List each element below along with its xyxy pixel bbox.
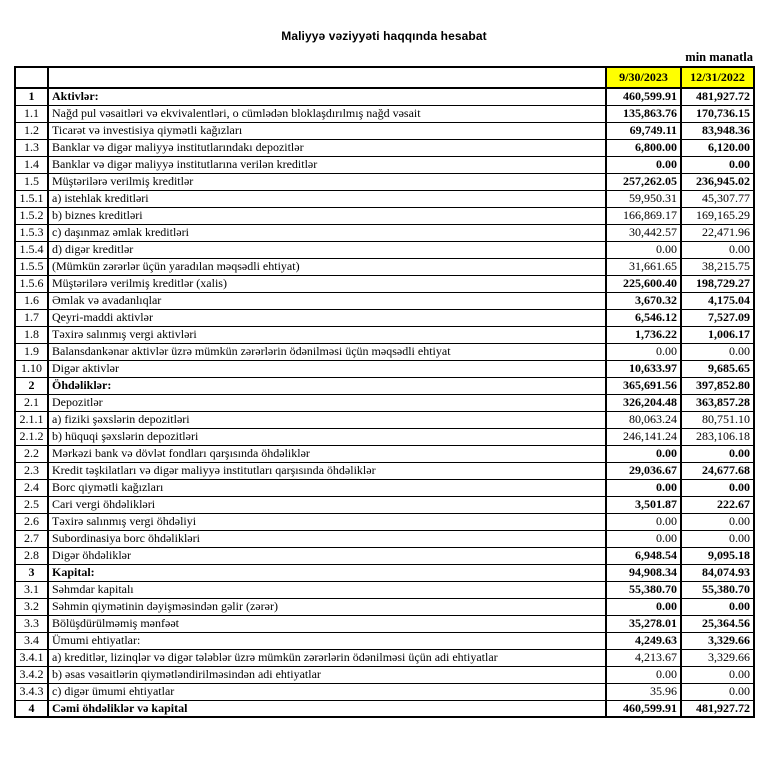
- row-value-2023: 0.00: [606, 666, 681, 683]
- row-value-2023: 0.00: [606, 445, 681, 462]
- row-value-2022: 0.00: [681, 683, 754, 700]
- row-label: b) əsas vəsaitlərin qiymətləndirilməsindən adi ehtiyatlar: [48, 666, 606, 683]
- row-label: (Mümkün zərərlər üçün yaradılan məqsədli ehtiyat): [48, 258, 606, 275]
- row-value-2022: 481,927.72: [681, 88, 754, 105]
- row-value-2022: 55,380.70: [681, 581, 754, 598]
- unit-note: min manatla: [685, 50, 753, 64]
- row-label: c) digər ümumi ehtiyatlar: [48, 683, 606, 700]
- row-number: 1.5.4: [15, 241, 48, 258]
- row-number: 1.6: [15, 292, 48, 309]
- table-row: [15, 394, 754, 411]
- row-value-2023: 0.00: [606, 241, 681, 258]
- row-value-2023: 59,950.31: [606, 190, 681, 207]
- row-value-2023: 6,800.00: [606, 139, 681, 156]
- row-label: Banklar və digər maliyyə institutlarına verilən kreditlər: [48, 156, 606, 173]
- row-value-2022: 0.00: [681, 598, 754, 615]
- table-row: [15, 581, 754, 598]
- table-row: [15, 156, 754, 173]
- row-number: 1.5.1: [15, 190, 48, 207]
- row-value-2022: 0.00: [681, 445, 754, 462]
- table-row: [15, 547, 754, 564]
- table-row: [15, 411, 754, 428]
- row-number: 1.10: [15, 360, 48, 377]
- row-value-2023: 3,670.32: [606, 292, 681, 309]
- row-number: 2.7: [15, 530, 48, 547]
- row-value-2023: 246,141.24: [606, 428, 681, 445]
- table-row: [15, 360, 754, 377]
- row-value-2022: 45,307.77: [681, 190, 754, 207]
- row-value-2022: 38,215.75: [681, 258, 754, 275]
- row-label: Ümumi ehtiyatlar:: [48, 632, 606, 649]
- table-row: [15, 700, 754, 717]
- row-value-2023: 460,599.91: [606, 88, 681, 105]
- table-row: [15, 275, 754, 292]
- row-value-2023: 55,380.70: [606, 581, 681, 598]
- row-number: 2.2: [15, 445, 48, 462]
- row-number: 3: [15, 564, 48, 581]
- row-label: Müştərilərə verilmiş kreditlər: [48, 173, 606, 190]
- page-title: Maliyyə vəziyyəti haqqında hesabat: [281, 29, 487, 43]
- row-label: Təxirə salınmış vergi öhdəliyi: [48, 513, 606, 530]
- table-row: [15, 326, 754, 343]
- row-number: 1.3: [15, 139, 48, 156]
- row-label: Səhmdar kapitalı: [48, 581, 606, 598]
- row-label: d) digər kreditlər: [48, 241, 606, 258]
- row-label: Kapital:: [48, 564, 606, 581]
- row-value-2023: 29,036.67: [606, 462, 681, 479]
- table-row: [15, 139, 754, 156]
- row-number: 2.1.1: [15, 411, 48, 428]
- row-number: 3.1: [15, 581, 48, 598]
- row-value-2022: 236,945.02: [681, 173, 754, 190]
- table-row: [15, 207, 754, 224]
- row-value-2022: 6,120.00: [681, 139, 754, 156]
- row-number: 1.8: [15, 326, 48, 343]
- row-label: Borc qiymətli kağızları: [48, 479, 606, 496]
- table-row: [15, 292, 754, 309]
- header-empty-number-cell: [15, 67, 48, 88]
- row-number: 1.2: [15, 122, 48, 139]
- row-value-2022: 4,175.04: [681, 292, 754, 309]
- row-value-2022: 7,527.09: [681, 309, 754, 326]
- row-label: Banklar və digər maliyyə institutlarındakı depozitlər: [48, 139, 606, 156]
- row-label: Təxirə salınmış vergi aktivləri: [48, 326, 606, 343]
- row-number: 2.3: [15, 462, 48, 479]
- row-value-2023: 0.00: [606, 598, 681, 615]
- row-label: b) hüquqi şəxslərin depozitləri: [48, 428, 606, 445]
- row-value-2023: 1,736.22: [606, 326, 681, 343]
- table-row: [15, 241, 754, 258]
- table-row: [15, 377, 754, 394]
- row-value-2023: 69,749.11: [606, 122, 681, 139]
- row-number: 4: [15, 700, 48, 717]
- table-row: [15, 530, 754, 547]
- row-value-2022: 283,106.18: [681, 428, 754, 445]
- row-value-2023: 4,249.63: [606, 632, 681, 649]
- table-row: [15, 428, 754, 445]
- row-number: 2.4: [15, 479, 48, 496]
- table-row: [15, 173, 754, 190]
- row-label: Öhdəliklər:: [48, 377, 606, 394]
- table-row: [15, 683, 754, 700]
- row-number: 1.1: [15, 105, 48, 122]
- row-label: b) biznes kreditləri: [48, 207, 606, 224]
- row-value-2022: 24,677.68: [681, 462, 754, 479]
- row-value-2022: 169,165.29: [681, 207, 754, 224]
- row-label: Subordinasiya borc öhdəlikləri: [48, 530, 606, 547]
- row-number: 1.5.5: [15, 258, 48, 275]
- table-body: [15, 88, 754, 717]
- table-row: [15, 462, 754, 479]
- header-period-2023: 9/30/2023: [606, 67, 681, 88]
- row-number: 1.5: [15, 173, 48, 190]
- row-label: c) daşınmaz əmlak kreditləri: [48, 224, 606, 241]
- row-label: Qeyri-maddi aktivlər: [48, 309, 606, 326]
- row-number: 1.9: [15, 343, 48, 360]
- row-value-2022: 0.00: [681, 343, 754, 360]
- row-value-2022: 0.00: [681, 156, 754, 173]
- row-value-2023: 225,600.40: [606, 275, 681, 292]
- row-value-2022: 222.67: [681, 496, 754, 513]
- row-value-2023: 30,442.57: [606, 224, 681, 241]
- row-value-2022: 0.00: [681, 241, 754, 258]
- row-value-2023: 0.00: [606, 530, 681, 547]
- row-label: Səhmin qiymətinin dəyişməsindən gəlir (zərər): [48, 598, 606, 615]
- row-value-2022: 83,948.36: [681, 122, 754, 139]
- row-value-2022: 0.00: [681, 530, 754, 547]
- row-value-2022: 22,471.96: [681, 224, 754, 241]
- table-row: [15, 343, 754, 360]
- row-label: Depozitlər: [48, 394, 606, 411]
- table-row: [15, 496, 754, 513]
- row-value-2022: 3,329.66: [681, 649, 754, 666]
- row-label: Nağd pul vəsaitləri və ekvivalentləri, o cümlədən bloklaşdırılmış nağd vəsait: [48, 105, 606, 122]
- row-number: 1.5.3: [15, 224, 48, 241]
- row-label: Mərkəzi bank və dövlət fondları qarşısında öhdəliklər: [48, 445, 606, 462]
- row-value-2023: 0.00: [606, 156, 681, 173]
- row-value-2023: 0.00: [606, 479, 681, 496]
- row-value-2023: 166,869.17: [606, 207, 681, 224]
- header-empty-label-cell: [48, 67, 606, 88]
- row-value-2023: 6,546.12: [606, 309, 681, 326]
- table-row: [15, 564, 754, 581]
- row-label: Ticarət və investisiya qiymətli kağızları: [48, 122, 606, 139]
- row-value-2022: 84,074.93: [681, 564, 754, 581]
- table-row: [15, 190, 754, 207]
- row-label: a) fiziki şəxslərin depozitləri: [48, 411, 606, 428]
- row-value-2022: 363,857.28: [681, 394, 754, 411]
- row-number: 2.1: [15, 394, 48, 411]
- row-number: 2.5: [15, 496, 48, 513]
- table-row: [15, 513, 754, 530]
- table-row: [15, 632, 754, 649]
- row-value-2023: 35,278.01: [606, 615, 681, 632]
- table-row: [15, 649, 754, 666]
- row-number: 3.3: [15, 615, 48, 632]
- row-value-2022: 198,729.27: [681, 275, 754, 292]
- row-value-2022: 397,852.80: [681, 377, 754, 394]
- row-number: 2.6: [15, 513, 48, 530]
- row-value-2023: 326,204.48: [606, 394, 681, 411]
- row-value-2023: 80,063.24: [606, 411, 681, 428]
- row-label: Digər aktivlər: [48, 360, 606, 377]
- table-row: [15, 309, 754, 326]
- row-value-2022: 1,006.17: [681, 326, 754, 343]
- row-value-2023: 94,908.34: [606, 564, 681, 581]
- row-value-2023: 0.00: [606, 343, 681, 360]
- row-value-2023: 460,599.91: [606, 700, 681, 717]
- row-value-2022: 481,927.72: [681, 700, 754, 717]
- report-table-container: [14, 50, 753, 718]
- row-value-2022: 0.00: [681, 666, 754, 683]
- row-value-2023: 6,948.54: [606, 547, 681, 564]
- row-label: Əmlak və avadanlıqlar: [48, 292, 606, 309]
- row-value-2023: 31,661.65: [606, 258, 681, 275]
- row-value-2023: 3,501.87: [606, 496, 681, 513]
- financial-position-table: [14, 66, 755, 718]
- row-number: 1.7: [15, 309, 48, 326]
- row-value-2023: 365,691.56: [606, 377, 681, 394]
- row-label: Kredit təşkilatları və digər maliyyə institutları qarşısında öhdəliklər: [48, 462, 606, 479]
- row-label: Cari vergi öhdəlikləri: [48, 496, 606, 513]
- row-value-2022: 170,736.15: [681, 105, 754, 122]
- row-number: 1: [15, 88, 48, 105]
- row-label: Bölüşdürülməmiş mənfəət: [48, 615, 606, 632]
- row-number: 2.1.2: [15, 428, 48, 445]
- row-value-2022: 9,095.18: [681, 547, 754, 564]
- table-row: [15, 598, 754, 615]
- row-number: 1.5.2: [15, 207, 48, 224]
- row-value-2023: 135,863.76: [606, 105, 681, 122]
- row-value-2022: 25,364.56: [681, 615, 754, 632]
- row-value-2023: 35.96: [606, 683, 681, 700]
- row-number: 3.4.3: [15, 683, 48, 700]
- row-label: a) istehlak kreditləri: [48, 190, 606, 207]
- row-label: Cəmi öhdəliklər və kapital: [48, 700, 606, 717]
- row-label: Müştərilərə verilmiş kreditlər (xalis): [48, 275, 606, 292]
- row-label: Balansdankənar aktivlər üzrə mümkün zərərlərin ödənilməsi üçün məqsədli ehtiyat: [48, 343, 606, 360]
- table-row: [15, 666, 754, 683]
- row-value-2022: 9,685.65: [681, 360, 754, 377]
- row-number: 3.4: [15, 632, 48, 649]
- table-row: [15, 224, 754, 241]
- row-label: a) kreditlər, lizinqlər və digər tələblər üzrə mümkün zərərlərin ödənilməsi üçün adi ehtiyatlar: [48, 649, 606, 666]
- table-row: [15, 105, 754, 122]
- row-number: 2.8: [15, 547, 48, 564]
- table-row: [15, 445, 754, 462]
- row-number: 1.4: [15, 156, 48, 173]
- row-value-2022: 3,329.66: [681, 632, 754, 649]
- row-value-2023: 257,262.05: [606, 173, 681, 190]
- row-value-2022: 0.00: [681, 513, 754, 530]
- table-row: [15, 88, 754, 105]
- table-header-row: [15, 67, 754, 88]
- table-row: [15, 258, 754, 275]
- row-number: 2: [15, 377, 48, 394]
- table-row: [15, 479, 754, 496]
- table-row: [15, 122, 754, 139]
- row-value-2022: 80,751.10: [681, 411, 754, 428]
- row-number: 3.2: [15, 598, 48, 615]
- header-period-2022: 12/31/2022: [681, 67, 754, 88]
- row-label: Aktivlər:: [48, 88, 606, 105]
- row-value-2022: 0.00: [681, 479, 754, 496]
- row-number: 3.4.1: [15, 649, 48, 666]
- row-label: Digər öhdəliklər: [48, 547, 606, 564]
- row-value-2023: 0.00: [606, 513, 681, 530]
- row-value-2023: 10,633.97: [606, 360, 681, 377]
- table-row: [15, 615, 754, 632]
- row-value-2023: 4,213.67: [606, 649, 681, 666]
- row-number: 1.5.6: [15, 275, 48, 292]
- row-number: 3.4.2: [15, 666, 48, 683]
